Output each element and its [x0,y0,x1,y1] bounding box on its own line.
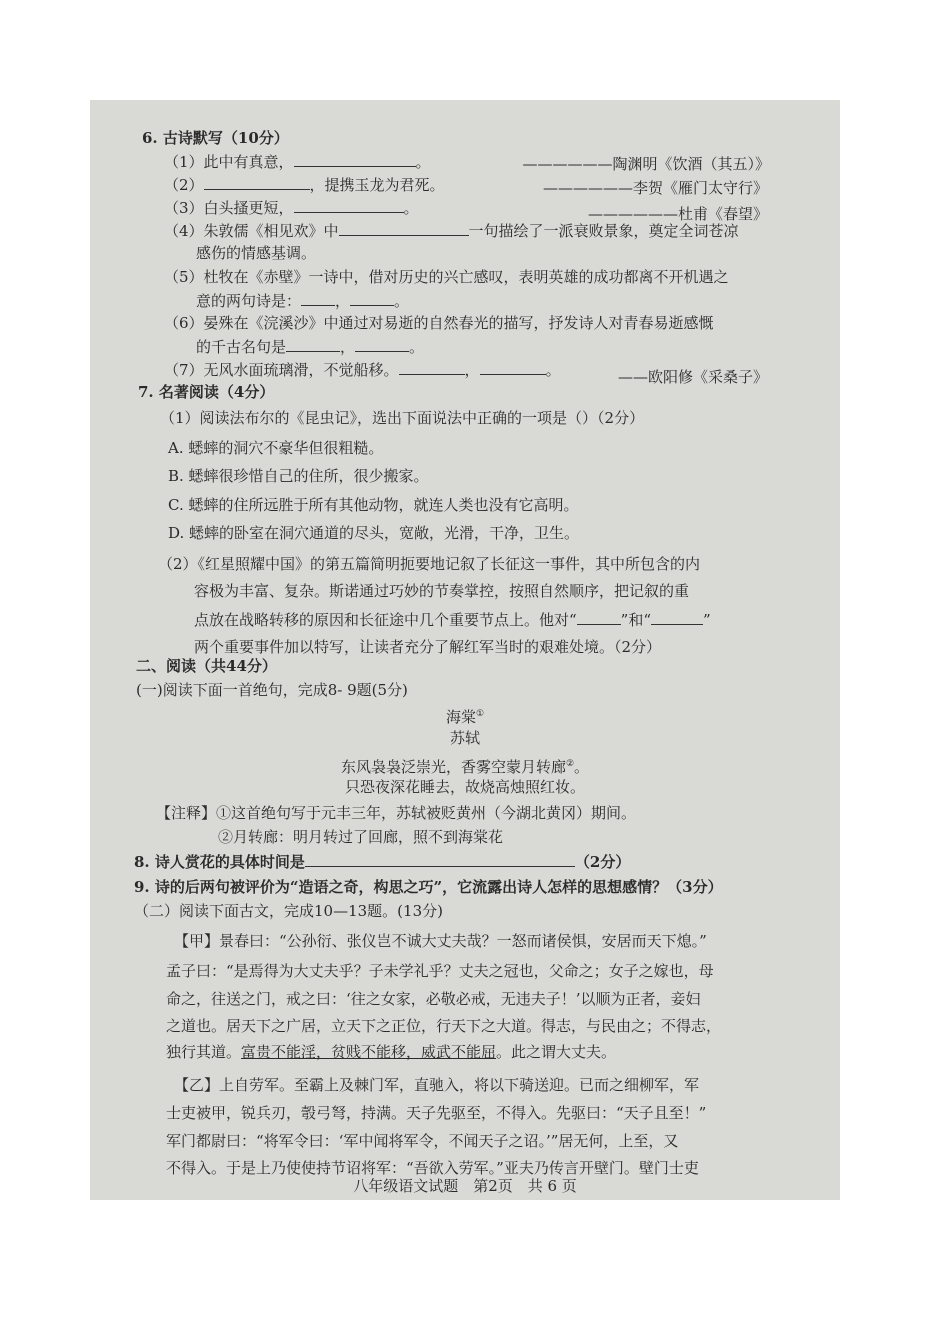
q6-item-5-cont: 意的两句诗是： ， 。 [196,292,410,310]
q6-source-7: ——欧阳修《采桑子》 [617,368,768,386]
q6-title: 6. 古诗默写（10分） [142,129,289,147]
page-footer: 八年级语文试题 第2页 共 6 页 [353,1177,577,1195]
q8: 8. 诗人赏花的具体时间是 （2分） [134,853,631,871]
answer-blank[interactable] [399,359,465,375]
q7-option-c: C. 蟋蟀的住所远胜于所有其他动物，就连人类也没有它高明。 [168,496,579,514]
q7-sub2-line3: 点放在战略转移的原因和长征途中几个重要节点上。他对“ ”和“ ” [194,611,711,629]
q7-option-b: B. 蟋蟀很珍惜自己的住所，很少搬家。 [168,467,429,485]
answer-blank[interactable] [651,609,703,625]
answer-blank[interactable] [577,609,621,625]
q7-sub2-line1: （2）《红星照耀中国》的第五篇简明扼要地记叙了长征这一事件，其中所包含的内 [158,555,701,573]
answer-blank[interactable] [294,197,404,213]
q7-sub2-line2: 容极为丰富、复杂。斯诺通过巧妙的节奏掌控，按照自然顺序，把记叙的重 [194,582,690,600]
q6-item-2: （2） ，提携玉龙为君死。 [164,176,445,194]
q6-source-2: ——————李贺《雁门太守行》 [542,179,768,197]
q7-sub1: （1）阅读法布尔的《昆虫记》，选出下面说法中正确的一项是（）（2分） [160,409,645,427]
passage-jia-line2: 孟子曰：“是焉得为大丈夫乎？子未学礼乎？丈夫之冠也，父命之；女子之嫁也，母 [166,962,714,980]
answer-blank[interactable] [355,336,409,352]
answer-blank[interactable] [339,220,469,236]
answer-blank[interactable] [305,851,575,867]
q6-source-1: ——————陶渊明《饮酒（其五）》 [522,155,770,173]
exam-page [90,100,840,1200]
part2-title: 二、阅读（共44分） [136,657,277,675]
q7-option-a: A. 蟋蟀的洞穴不豪华但很粗糙。 [168,439,384,457]
q9: 9. 诗的后两句被评价为“造语之奇，构思之巧”，它流露出诗人怎样的思想感情？（3分） [134,878,723,896]
q6-item-3: （3）白头搔更短， 。 [164,199,419,217]
poem-line-1: 东风袅袅泛崇光，香雾空蒙月转廊②。 [340,758,590,776]
q7-option-d: D. 蟋蟀的卧室在洞穴通道的尽头，宽敞，光滑，干净，卫生。 [168,524,580,542]
passage-jia-line1: 【甲】景春曰：“公孙衍、张仪岂不诚大丈夫哉？一怒而诸侯惧，安居而天下熄。” [174,932,707,950]
q6-source-3: ——————杜甫《春望》 [587,205,768,223]
poem-author: 苏轼 [449,729,480,747]
answer-blank[interactable] [480,359,546,375]
section1-title: (一)阅读下面一首绝句，完成8- 9题(5分) [136,681,408,699]
q6-item-6-cont: 的千古名句是 ， 。 [196,338,425,356]
passage-yi-line4: 不得入。于是上乃使使持节诏将军：“吾欲入劳军。”亚夫乃传言开壁门。壁门士吏 [166,1159,699,1177]
q6-item-4: （4）朱敦儒《相见欢》中 一句描绘了一派衰败景象，奠定全词苍凉 [164,222,739,240]
q6-item-4-cont: 感伤的情感基调。 [196,244,317,262]
q6-item-1: （1）此中有真意， 。 [164,153,431,171]
poem-title: 海棠① [445,708,485,726]
underlined-sentence: 富贵不能淫，贫贱不能移，威武不能屈 [241,1043,497,1061]
answer-blank[interactable] [301,290,335,306]
answer-blank[interactable] [286,336,340,352]
poem-line-2: 只恐夜深花睡去，故烧高烛照红妆。 [344,778,585,796]
passage-jia-line5: 独行其道。富贵不能淫，贫贱不能移，威武不能屈。此之谓大丈夫。 [166,1043,617,1061]
passage-yi-line3: 军门都尉曰：“将军令曰：‘军中闻将军令，不闻天子之诏。’”居无何，上至，又 [166,1132,679,1150]
answer-blank[interactable] [204,174,310,190]
q6-item-5: （5）杜牧在《赤壁》一诗中，借对历史的兴亡感叹，表明英雄的成功都离不开机遇之 [164,268,729,286]
answer-blank[interactable] [294,151,416,167]
poem-note-2: ②月转廊：明月转过了回廊，照不到海棠花 [218,828,504,846]
answer-blank[interactable] [350,290,394,306]
section2-title: （二）阅读下面古文，完成10—13题。(13分) [134,902,443,920]
passage-jia-line4: 之道也。居天下之广居，立天下之正位，行天下之大道。得志，与民由之；不得志， [166,1017,722,1035]
q6-item-7: （7）无风水面琉璃滑，不觉船移。 ， 。 [164,361,561,379]
q7-title: 7. 名著阅读（4分） [138,383,275,401]
q6-item-6: （6）晏殊在《浣溪沙》中通过对易逝的自然春光的描写，抒发诗人对青春易逝感慨 [164,314,714,332]
q7-sub2-line4: 两个重要事件加以特写，让读者充分了解红军当时的艰难处境。（2分） [194,638,662,656]
passage-yi-line2: 士吏被甲，锐兵刃，彀弓弩，持满。天子先驱至，不得入。先驱曰：“天子且至！” [166,1104,707,1122]
poem-note-1: 【注释】①这首绝句写于元丰三年，苏轼被贬黄州（今湖北黄冈）期间。 [156,804,637,822]
passage-jia-line3: 命之，往送之门，戒之曰：‘往之女家，必敬必戒，无违夫子！’以顺为正者，妾妇 [166,990,701,1008]
passage-yi-line1: 【乙】上自劳军。至霸上及棘门军，直驰入，将以下骑送迎。已而之细柳军，军 [174,1076,700,1094]
